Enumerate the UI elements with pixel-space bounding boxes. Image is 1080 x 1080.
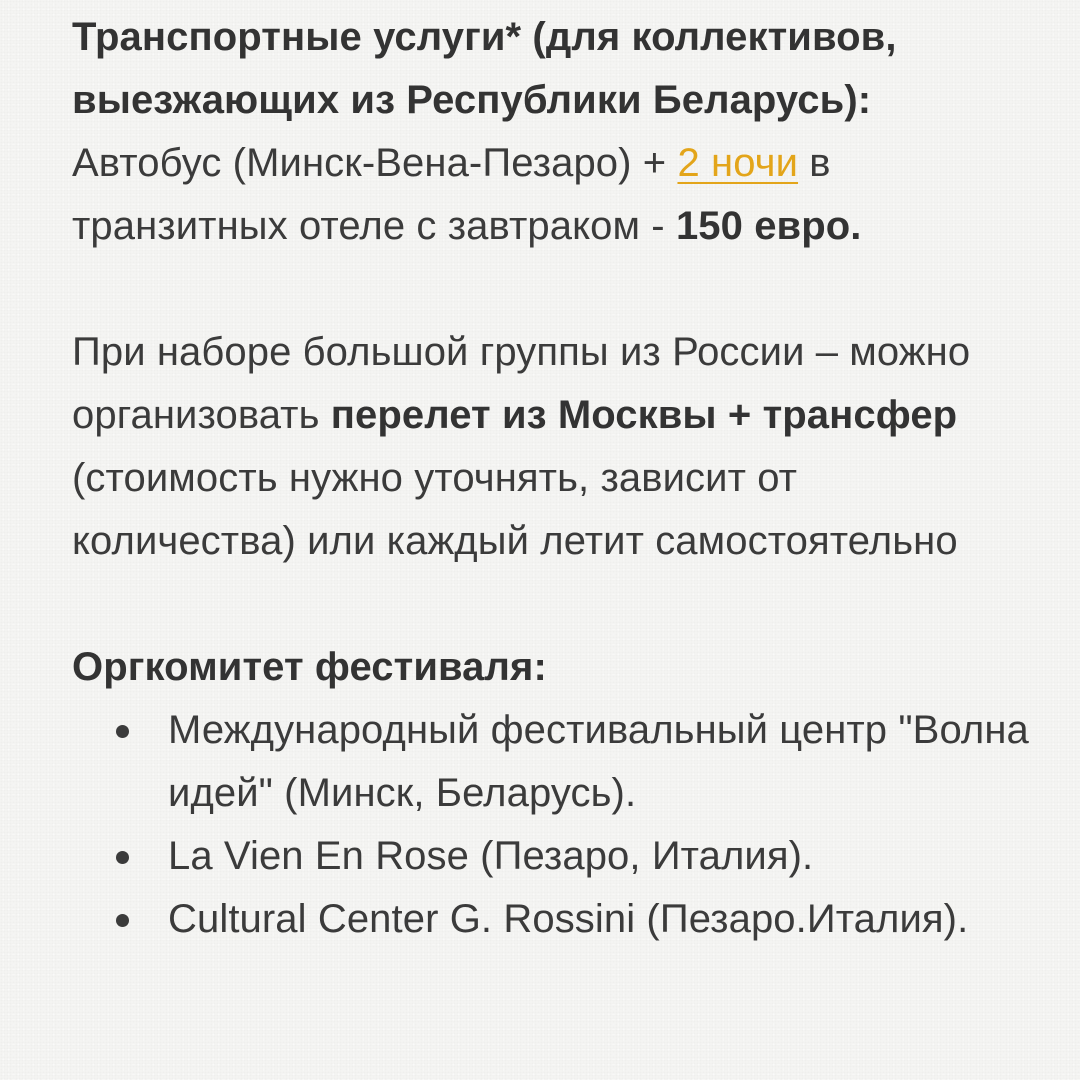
transport-price: 150 евро. (675, 204, 862, 248)
list-item-text: Cultural Center G. Rossini (Пезаро.Италия). (168, 897, 969, 941)
organizers-list (72, 699, 1032, 951)
organizers-heading: Оргкомитет фестиваля: (72, 645, 547, 689)
transport-heading: Транспортные услуги* (для коллективов, выезжающих из Республики Беларусь): (72, 15, 897, 122)
list-item-text: Международный фестивальный центр "Волна идей" (Минск, Беларусь). (168, 708, 1029, 815)
flight-bold: перелет из Москвы + трансфер (330, 393, 958, 437)
transport-text-end: в транзитных отеле с завтраком - (72, 141, 831, 248)
flight-text-end: (стоимость нужно уточнять, зависит от количества) или каждый летит самостоятельно (72, 456, 958, 563)
spacer (72, 258, 1032, 321)
note-content (72, 6, 1032, 951)
nights-link[interactable]: 2 ночи (677, 141, 799, 185)
transport-text-start: Автобус (Минск-Вена-Пезаро) + (72, 141, 678, 185)
list-item (72, 699, 1032, 825)
bullet-icon (116, 851, 129, 864)
bullet-icon (116, 725, 129, 738)
list-item (72, 825, 1032, 888)
spacer (72, 573, 1032, 636)
flight-section (72, 321, 1032, 573)
bullet-icon (116, 914, 129, 927)
organizers-section (72, 636, 1032, 951)
flight-text-start: При наборе большой группы из России – можно организовать (72, 330, 971, 437)
list-item (72, 888, 1032, 951)
list-item-text: La Vien En Rose (Пезаро, Италия). (168, 834, 814, 878)
transport-section (72, 6, 1032, 258)
